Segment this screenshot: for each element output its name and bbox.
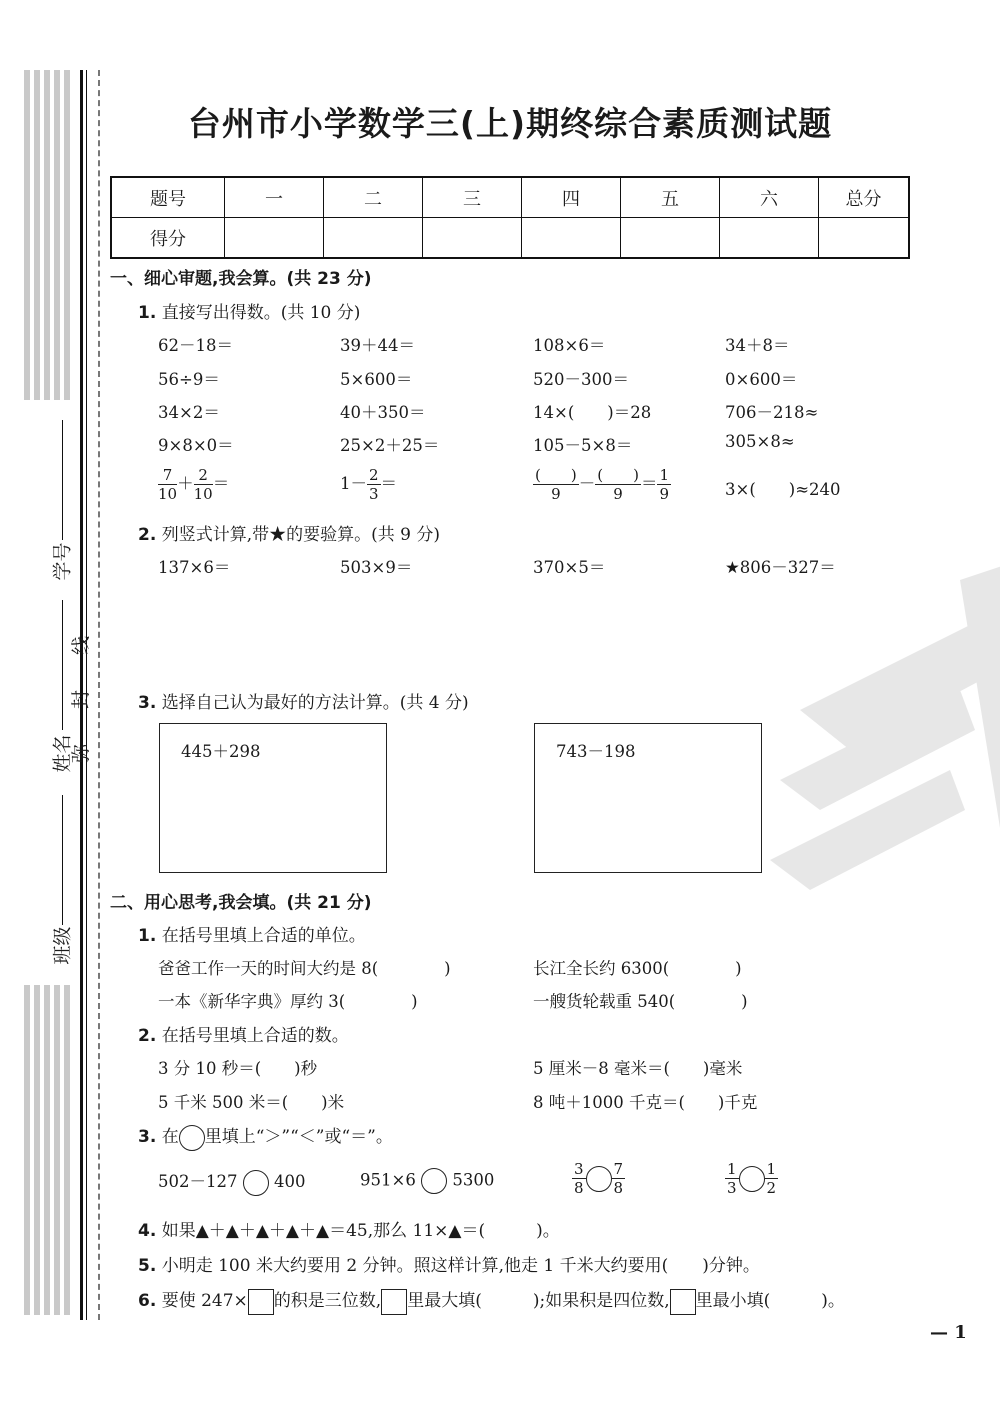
calc-item: 34×2＝ [158,403,220,422]
compare-item [572,1160,625,1197]
calc-item: 62－18＝ [158,336,233,355]
compare-circle[interactable] [739,1166,765,1192]
fraction-item-b: 1－ $\frac{2}{3}$ ＝ [340,466,398,503]
q-number: 3. [138,693,157,713]
q-number: 5. [138,1256,157,1276]
seal-xian: 线 [70,635,93,656]
calc-item: 40＋350＝ [340,403,426,422]
score-header-row [111,177,909,218]
fraction: $\frac{2}{10}$ [193,466,213,503]
compare-item: 951×6 5300 [360,1168,494,1194]
xingming-label: 姓名 [51,734,74,773]
blank-square[interactable] [381,1289,407,1315]
score-header: 三 [423,177,522,218]
calc-item: 0×600＝ [725,370,798,389]
binding-stripe [64,985,70,1315]
binding-cut-line [98,70,100,1320]
fill-item: 5 厘米－8 毫米＝( )毫米 [533,1059,743,1078]
s1-q3-prompt [138,688,469,713]
calc-item: 305×8≈ [725,432,795,451]
fraction: $\frac{2}{3}$ [369,466,379,503]
s1-q2-prompt [138,520,440,545]
fraction: $\frac{1}{9}$ [659,466,669,503]
score-cell[interactable] [324,218,423,259]
vertical-calc-item: ★806－327＝ [725,558,836,577]
fraction: $\frac{( )}{9}$ [597,466,639,503]
binding-stripe [24,70,30,400]
fraction: $\frac{3}{8}$ [574,1160,584,1197]
calc-item: 25×2＋25＝ [340,436,440,455]
calc-item: 105－5×8＝ [533,436,633,455]
xuehao-label: 学号 [51,542,74,581]
banji-line [62,795,63,925]
calc-item: 34＋8＝ [725,336,790,355]
fill-item: 一本《新华字典》厚约 3( ) [158,992,418,1011]
fill-item: 5 千米 500 米＝( )米 [158,1093,345,1112]
vertical-calc-item: 370×5＝ [533,558,606,577]
s1-q1-prompt [138,298,360,323]
calc-item: 445＋298 [181,742,261,761]
xingming-line [62,600,63,730]
score-header: 一 [225,177,324,218]
q-text: 在括号里填上合适的单位。 [161,926,366,946]
fraction: $\frac{7}{10}$ [158,466,178,503]
calc-item: 5×600＝ [340,370,413,389]
q-number: 2. [138,525,157,545]
compare-item [725,1160,778,1197]
calc-item: 743－198 [556,742,636,761]
binding-stripe [24,985,30,1315]
score-cell[interactable] [819,218,910,259]
fraction-item-a: $\frac{7}{10}$ ＋ $\frac{2}{10}$ ＝ [158,466,230,503]
calc-item: 14×( )＝28 [533,403,652,422]
fill-item: 爸爸工作一天的时间大约是 8( ) [158,959,451,978]
compare-circle-icon [179,1125,205,1151]
score-cell[interactable] [522,218,621,259]
compare-circle[interactable] [586,1166,612,1192]
score-header: 题号 [111,177,225,218]
binding-stripe [34,985,40,1315]
fraction: $\frac{( )}{9}$ [535,466,577,503]
q-number: 4. [138,1221,157,1241]
page-number: — 1 [930,1322,967,1343]
score-table [110,176,910,259]
score-header: 二 [324,177,423,218]
score-cell[interactable] [423,218,522,259]
s2-q5-prompt [138,1251,760,1276]
binding-stripe [34,70,40,400]
q-number: 3. [138,1127,157,1147]
binding-stripe [44,985,50,1315]
binding-stripe [54,985,60,1315]
binding-stripe [44,70,50,400]
binding-stripe [64,70,70,400]
q-number: 2. [138,1026,157,1046]
vertical-calc-item: 137×6＝ [158,558,231,577]
vertical-calc-item: 503×9＝ [340,558,413,577]
score-cell[interactable] [225,218,324,259]
fraction: $\frac{1}{3}$ [727,1160,737,1197]
seal-mi: 弥 [70,743,93,764]
blank-square[interactable] [670,1289,696,1315]
score-header: 六 [720,177,819,218]
fill-item: 一艘货轮载重 540( ) [533,992,748,1011]
banji-label: 班级 [51,926,74,965]
q-text: 在括号里填上合适的数。 [161,1026,349,1046]
score-header: 总分 [819,177,910,218]
q-number: 1. [138,926,157,946]
calc-item: 9×8×0＝ [158,436,234,455]
score-header: 五 [621,177,720,218]
xuehao-line [62,420,63,540]
fill-item: 长江全长约 6300( ) [533,959,742,978]
score-cell[interactable] [720,218,819,259]
fill-item: 3 分 10 秒＝( )秒 [158,1059,318,1078]
s2-q1-prompt [138,921,366,946]
binding-stripe [54,70,60,400]
calc-item: 56÷9＝ [158,370,220,389]
score-header: 四 [522,177,621,218]
fill-item: 8 吨＋1000 千克＝( )千克 [533,1093,758,1112]
q-number: 6. [138,1291,157,1311]
q-number: 1. [138,303,157,323]
seal-feng: 封 [70,689,93,710]
calc-item: 520－300＝ [533,370,629,389]
q-text: 列竖式计算,带★的要验算。(共 9 分) [161,525,440,545]
q-text: 选择自己认为最好的方法计算。(共 4 分) [161,693,469,713]
q-text: 小明走 100 米大约要用 2 分钟。照这样计算,他走 1 千米大约要用( )分钟。 [161,1256,760,1276]
q-text: 直接写出得数。(共 10 分) [161,303,361,323]
score-row-label: 得分 [111,218,225,259]
s2-q2-prompt [138,1021,349,1046]
blank-square[interactable] [248,1289,274,1315]
score-cell[interactable] [621,218,720,259]
calc-item: 3×( )≈240 [725,480,841,499]
compare-item: 502－127 400 [158,1168,306,1196]
section2-heading: 二、用心思考,我会填。(共 21 分) [110,893,372,913]
score-row [111,218,909,259]
section1-heading: 一、细心审题,我会算。(共 23 分) [110,269,372,289]
calc-item: 39＋44＝ [340,336,415,355]
s2-q6-prompt: 6. 要使 247× 的积是三位数, 里最大填( );如果积是四位数, 里最小填( )。 [138,1286,845,1315]
watermark-logo [760,560,1000,920]
fraction: $\frac{1}{2}$ [766,1160,777,1197]
q-text: 如果▲＋▲＋▲＋▲＋▲＝45,那么 11×▲＝( )。 [161,1221,560,1241]
s2-q3-prompt: 3. 在 里填上“＞”“＜”或“＝”。 [138,1122,393,1151]
fraction-item-c: $\frac{( )}{9}$ － $\frac{( )}{9}$ ＝ $\frac{1}{9}$ [535,466,669,503]
compare-circle[interactable] [243,1170,269,1196]
page-title: 台州市小学数学三(上)期终综合素质测试题 [187,104,833,143]
compare-circle[interactable] [421,1168,447,1194]
calc-item: 706－218≈ [725,403,819,422]
fraction: $\frac{7}{8}$ [613,1160,624,1197]
calc-item: 108×6＝ [533,336,606,355]
s2-q4-prompt [138,1216,560,1241]
